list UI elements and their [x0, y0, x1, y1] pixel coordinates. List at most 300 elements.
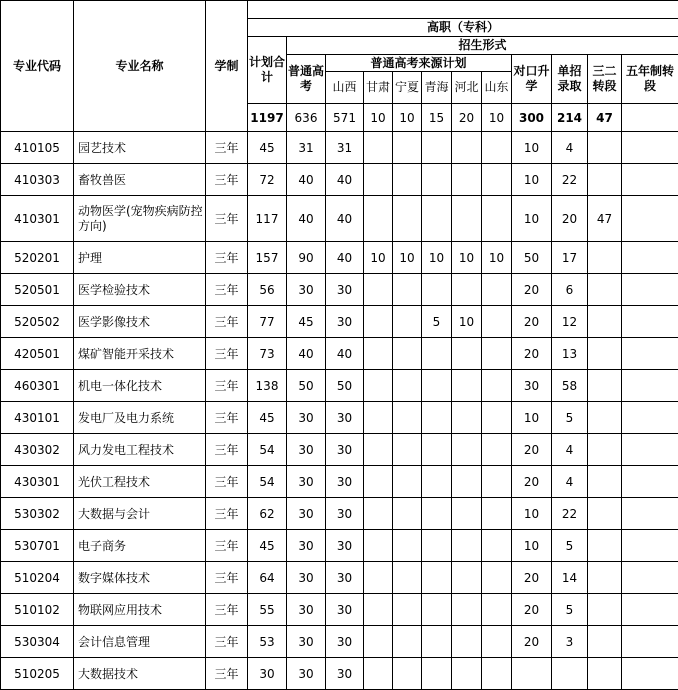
cell-vocational: 10	[512, 402, 552, 434]
header-source-plan-label: 普通高考来源计划	[326, 55, 511, 72]
header-province-gansu: 甘肃	[364, 72, 393, 103]
cell-shandong	[482, 530, 512, 562]
cell-single: 4	[552, 466, 588, 498]
cell-hebei	[452, 370, 482, 402]
cell-shanxi: 30	[326, 626, 364, 658]
cell-duration: 三年	[206, 402, 248, 434]
cell-name: 会计信息管理	[74, 626, 206, 658]
cell-duration: 三年	[206, 626, 248, 658]
cell-gansu	[364, 306, 393, 338]
cell-five-year	[622, 434, 678, 466]
cell-gansu	[364, 164, 393, 196]
cell-plan: 138	[248, 370, 287, 402]
header-province-shanxi: 山西	[326, 72, 364, 103]
table-row	[1, 466, 678, 498]
cell-hebei	[452, 498, 482, 530]
cell-gansu	[364, 530, 393, 562]
cell-three-two	[588, 370, 622, 402]
cell-vocational: 10	[512, 164, 552, 196]
cell-shanxi: 30	[326, 434, 364, 466]
total-gansu: 10	[364, 104, 393, 132]
cell-shanxi: 40	[326, 242, 364, 274]
cell-code: 510102	[1, 594, 74, 626]
cell-plan: 54	[248, 466, 287, 498]
cell-duration: 三年	[206, 530, 248, 562]
cell-name: 动物医学(宠物疾病防控方向)	[74, 196, 206, 242]
cell-five-year	[622, 196, 678, 242]
cell-hebei	[452, 626, 482, 658]
cell-hebei	[452, 132, 482, 164]
cell-qinghai	[422, 274, 452, 306]
cell-plan: 157	[248, 242, 287, 274]
cell-hebei	[452, 594, 482, 626]
table-row	[1, 594, 678, 626]
table-row	[1, 164, 678, 196]
header-plan-total: 计划合计	[248, 37, 287, 104]
cell-qinghai	[422, 132, 452, 164]
cell-gansu	[364, 594, 393, 626]
cell-ningxia	[393, 530, 422, 562]
cell-gaokao: 40	[287, 164, 326, 196]
cell-single: 22	[552, 164, 588, 196]
cell-three-two	[588, 466, 622, 498]
cell-vocational	[512, 658, 552, 690]
cell-five-year	[622, 306, 678, 338]
cell-three-two	[588, 562, 622, 594]
cell-shanxi: 40	[326, 164, 364, 196]
cell-plan: 72	[248, 164, 287, 196]
cell-code: 410303	[1, 164, 74, 196]
cell-hebei	[452, 530, 482, 562]
header-province-hebei: 河北	[452, 72, 482, 103]
cell-shanxi: 40	[326, 338, 364, 370]
cell-shandong	[482, 466, 512, 498]
total-gaokao: 636	[287, 104, 326, 132]
cell-code: 430302	[1, 434, 74, 466]
table-row	[1, 530, 678, 562]
cell-plan: 45	[248, 530, 287, 562]
cell-code: 430101	[1, 402, 74, 434]
cell-qinghai	[422, 562, 452, 594]
cell-gansu	[364, 626, 393, 658]
cell-name: 医学影像技术	[74, 306, 206, 338]
cell-code: 530304	[1, 626, 74, 658]
header-enroll-form: 招生形式	[287, 37, 678, 55]
cell-duration: 三年	[206, 132, 248, 164]
cell-gansu	[364, 434, 393, 466]
cell-gansu	[364, 132, 393, 164]
table-row	[1, 370, 678, 402]
cell-vocational: 10	[512, 498, 552, 530]
table-row	[1, 402, 678, 434]
cell-shandong	[482, 370, 512, 402]
cell-shandong	[482, 196, 512, 242]
cell-shanxi: 30	[326, 306, 364, 338]
cell-single: 13	[552, 338, 588, 370]
cell-name: 数字媒体技术	[74, 562, 206, 594]
cell-duration: 三年	[206, 434, 248, 466]
cell-hebei: 10	[452, 242, 482, 274]
cell-qinghai	[422, 530, 452, 562]
cell-ningxia	[393, 434, 422, 466]
cell-single: 20	[552, 196, 588, 242]
cell-vocational: 20	[512, 466, 552, 498]
cell-vocational: 20	[512, 434, 552, 466]
cell-vocational: 10	[512, 196, 552, 242]
cell-five-year	[622, 164, 678, 196]
header-province-qinghai: 青海	[422, 72, 452, 103]
cell-plan: 54	[248, 434, 287, 466]
cell-five-year	[622, 274, 678, 306]
cell-duration: 三年	[206, 498, 248, 530]
cell-hebei: 10	[452, 306, 482, 338]
cell-shandong	[482, 164, 512, 196]
cell-shanxi: 30	[326, 562, 364, 594]
cell-five-year	[622, 242, 678, 274]
cell-ningxia	[393, 196, 422, 242]
cell-ningxia	[393, 274, 422, 306]
table-row	[1, 338, 678, 370]
cell-hebei	[452, 562, 482, 594]
header-blank-band	[248, 1, 678, 19]
cell-three-two	[588, 658, 622, 690]
cell-three-two	[588, 626, 622, 658]
cell-hebei	[452, 466, 482, 498]
cell-gaokao: 30	[287, 466, 326, 498]
cell-ningxia	[393, 402, 422, 434]
cell-vocational: 20	[512, 306, 552, 338]
cell-gaokao: 30	[287, 434, 326, 466]
cell-gansu	[364, 370, 393, 402]
cell-qinghai	[422, 626, 452, 658]
table-row	[1, 196, 678, 242]
cell-name: 光伏工程技术	[74, 466, 206, 498]
cell-three-two: 47	[588, 196, 622, 242]
total-qinghai: 15	[422, 104, 452, 132]
cell-three-two	[588, 242, 622, 274]
header-name: 专业名称	[74, 1, 206, 132]
cell-qinghai	[422, 466, 452, 498]
cell-shandong	[482, 434, 512, 466]
cell-code: 510204	[1, 562, 74, 594]
header-vocational: 对口升学	[512, 55, 552, 104]
cell-plan: 77	[248, 306, 287, 338]
table-row	[1, 242, 678, 274]
cell-five-year	[622, 530, 678, 562]
cell-shanxi: 30	[326, 530, 364, 562]
cell-code: 410105	[1, 132, 74, 164]
cell-ningxia	[393, 562, 422, 594]
cell-name: 物联网应用技术	[74, 594, 206, 626]
cell-shandong	[482, 274, 512, 306]
cell-duration: 三年	[206, 242, 248, 274]
cell-code: 520501	[1, 274, 74, 306]
cell-name: 畜牧兽医	[74, 164, 206, 196]
cell-ningxia	[393, 338, 422, 370]
cell-gaokao: 40	[287, 196, 326, 242]
header-single: 单招录取	[552, 55, 588, 104]
table-row	[1, 132, 678, 164]
cell-gansu	[364, 658, 393, 690]
cell-qinghai	[422, 370, 452, 402]
cell-name: 煤矿智能开采技术	[74, 338, 206, 370]
header-province-ningxia: 宁夏	[393, 72, 422, 103]
cell-shandong: 10	[482, 242, 512, 274]
cell-five-year	[622, 658, 678, 690]
cell-code: 510205	[1, 658, 74, 690]
cell-vocational: 20	[512, 274, 552, 306]
cell-name: 大数据技术	[74, 658, 206, 690]
cell-code: 430301	[1, 466, 74, 498]
cell-hebei	[452, 274, 482, 306]
cell-single: 12	[552, 306, 588, 338]
cell-gaokao: 45	[287, 306, 326, 338]
cell-single: 5	[552, 530, 588, 562]
cell-name: 机电一体化技术	[74, 370, 206, 402]
cell-ningxia	[393, 132, 422, 164]
cell-single: 5	[552, 594, 588, 626]
total-shanxi: 571	[326, 104, 364, 132]
cell-gansu	[364, 562, 393, 594]
cell-qinghai	[422, 164, 452, 196]
cell-gaokao: 30	[287, 402, 326, 434]
header-code: 专业代码	[1, 1, 74, 132]
cell-three-two	[588, 402, 622, 434]
cell-shandong	[482, 498, 512, 530]
cell-gansu	[364, 402, 393, 434]
cell-gaokao: 31	[287, 132, 326, 164]
total-hebei: 20	[452, 104, 482, 132]
cell-gansu	[364, 196, 393, 242]
cell-name: 发电厂及电力系统	[74, 402, 206, 434]
cell-shanxi: 30	[326, 274, 364, 306]
cell-hebei	[452, 434, 482, 466]
cell-code: 520502	[1, 306, 74, 338]
cell-three-two	[588, 338, 622, 370]
cell-duration: 三年	[206, 164, 248, 196]
cell-gansu	[364, 498, 393, 530]
cell-gaokao: 30	[287, 498, 326, 530]
cell-vocational: 50	[512, 242, 552, 274]
table-row	[1, 562, 678, 594]
cell-vocational: 20	[512, 594, 552, 626]
cell-three-two	[588, 530, 622, 562]
cell-gansu	[364, 274, 393, 306]
total-single: 214	[552, 104, 588, 132]
cell-qinghai	[422, 196, 452, 242]
cell-duration: 三年	[206, 338, 248, 370]
cell-shanxi: 50	[326, 370, 364, 402]
cell-shanxi: 30	[326, 658, 364, 690]
cell-name: 医学检验技术	[74, 274, 206, 306]
cell-plan: 117	[248, 196, 287, 242]
total-ningxia: 10	[393, 104, 422, 132]
cell-single: 14	[552, 562, 588, 594]
cell-gaokao: 40	[287, 338, 326, 370]
cell-three-two	[588, 274, 622, 306]
cell-duration: 三年	[206, 306, 248, 338]
cell-ningxia	[393, 626, 422, 658]
cell-name: 大数据与会计	[74, 498, 206, 530]
table-row	[1, 498, 678, 530]
cell-gaokao: 50	[287, 370, 326, 402]
cell-three-two	[588, 594, 622, 626]
cell-code: 410301	[1, 196, 74, 242]
cell-qinghai: 5	[422, 306, 452, 338]
cell-gansu	[364, 338, 393, 370]
cell-hebei	[452, 338, 482, 370]
cell-gaokao: 30	[287, 562, 326, 594]
cell-three-two	[588, 164, 622, 196]
cell-vocational: 10	[512, 530, 552, 562]
cell-plan: 45	[248, 402, 287, 434]
cell-single: 22	[552, 498, 588, 530]
cell-shandong	[482, 594, 512, 626]
table-body	[1, 132, 678, 690]
header-group: 高职（专科）	[248, 19, 678, 37]
cell-name: 风力发电工程技术	[74, 434, 206, 466]
total-shandong: 10	[482, 104, 512, 132]
cell-gaokao: 30	[287, 626, 326, 658]
cell-five-year	[622, 626, 678, 658]
cell-single	[552, 658, 588, 690]
cell-ningxia	[393, 164, 422, 196]
cell-five-year	[622, 562, 678, 594]
cell-plan: 62	[248, 498, 287, 530]
cell-gaokao: 30	[287, 274, 326, 306]
cell-duration: 三年	[206, 370, 248, 402]
cell-shanxi: 31	[326, 132, 364, 164]
cell-gaokao: 30	[287, 530, 326, 562]
cell-five-year	[622, 466, 678, 498]
cell-gaokao: 30	[287, 658, 326, 690]
total-plan: 1197	[248, 104, 287, 132]
cell-shandong	[482, 658, 512, 690]
table-row	[1, 274, 678, 306]
cell-gansu	[364, 466, 393, 498]
cell-single: 4	[552, 132, 588, 164]
cell-plan: 64	[248, 562, 287, 594]
cell-shandong	[482, 562, 512, 594]
cell-vocational: 30	[512, 370, 552, 402]
table-row	[1, 658, 678, 690]
cell-three-two	[588, 434, 622, 466]
header-gaokao: 普通高考	[287, 55, 326, 104]
cell-plan: 45	[248, 132, 287, 164]
cell-ningxia	[393, 306, 422, 338]
cell-hebei	[452, 164, 482, 196]
cell-hebei	[452, 658, 482, 690]
cell-shandong	[482, 626, 512, 658]
cell-ningxia	[393, 658, 422, 690]
cell-vocational: 20	[512, 626, 552, 658]
cell-five-year	[622, 498, 678, 530]
cell-vocational: 20	[512, 562, 552, 594]
cell-vocational: 20	[512, 338, 552, 370]
cell-plan: 56	[248, 274, 287, 306]
cell-five-year	[622, 370, 678, 402]
total-three-two: 47	[588, 104, 622, 132]
cell-duration: 三年	[206, 274, 248, 306]
cell-plan: 73	[248, 338, 287, 370]
cell-name: 园艺技术	[74, 132, 206, 164]
cell-qinghai: 10	[422, 242, 452, 274]
cell-vocational: 10	[512, 132, 552, 164]
total-vocational: 300	[512, 104, 552, 132]
cell-shandong	[482, 402, 512, 434]
cell-five-year	[622, 402, 678, 434]
cell-code: 530701	[1, 530, 74, 562]
cell-single: 58	[552, 370, 588, 402]
cell-single: 5	[552, 402, 588, 434]
cell-duration: 三年	[206, 562, 248, 594]
cell-shanxi: 30	[326, 466, 364, 498]
cell-shandong	[482, 132, 512, 164]
cell-five-year	[622, 338, 678, 370]
cell-ningxia	[393, 370, 422, 402]
cell-duration: 三年	[206, 466, 248, 498]
cell-shandong	[482, 338, 512, 370]
cell-code: 530302	[1, 498, 74, 530]
cell-shanxi: 30	[326, 498, 364, 530]
cell-code: 420501	[1, 338, 74, 370]
cell-ningxia	[393, 594, 422, 626]
cell-single: 6	[552, 274, 588, 306]
cell-shandong	[482, 306, 512, 338]
cell-shanxi: 40	[326, 196, 364, 242]
header-province-shandong: 山东	[484, 80, 509, 94]
cell-single: 3	[552, 626, 588, 658]
cell-hebei	[452, 402, 482, 434]
cell-five-year	[622, 594, 678, 626]
cell-gansu: 10	[364, 242, 393, 274]
cell-duration: 三年	[206, 658, 248, 690]
cell-gaokao: 30	[287, 594, 326, 626]
table-row	[1, 626, 678, 658]
cell-ningxia	[393, 466, 422, 498]
cell-plan: 53	[248, 626, 287, 658]
cell-plan: 55	[248, 594, 287, 626]
header-source-plan	[326, 55, 512, 104]
cell-duration: 三年	[206, 594, 248, 626]
cell-ningxia: 10	[393, 242, 422, 274]
cell-hebei	[452, 196, 482, 242]
cell-qinghai	[422, 498, 452, 530]
cell-code: 460301	[1, 370, 74, 402]
cell-three-two	[588, 132, 622, 164]
cell-code: 520201	[1, 242, 74, 274]
cell-five-year	[622, 132, 678, 164]
cell-qinghai	[422, 402, 452, 434]
cell-duration: 三年	[206, 196, 248, 242]
cell-ningxia	[393, 498, 422, 530]
cell-shanxi: 30	[326, 594, 364, 626]
cell-qinghai	[422, 658, 452, 690]
cell-three-two	[588, 306, 622, 338]
cell-gaokao: 90	[287, 242, 326, 274]
table-row	[1, 434, 678, 466]
cell-qinghai	[422, 594, 452, 626]
header-province-row	[326, 72, 511, 103]
header-duration: 学制	[206, 1, 248, 132]
cell-qinghai	[422, 434, 452, 466]
cell-name: 电子商务	[74, 530, 206, 562]
cell-name: 护理	[74, 242, 206, 274]
cell-qinghai	[422, 338, 452, 370]
cell-plan: 30	[248, 658, 287, 690]
header-three-two: 三二转段	[588, 55, 622, 104]
cell-single: 4	[552, 434, 588, 466]
